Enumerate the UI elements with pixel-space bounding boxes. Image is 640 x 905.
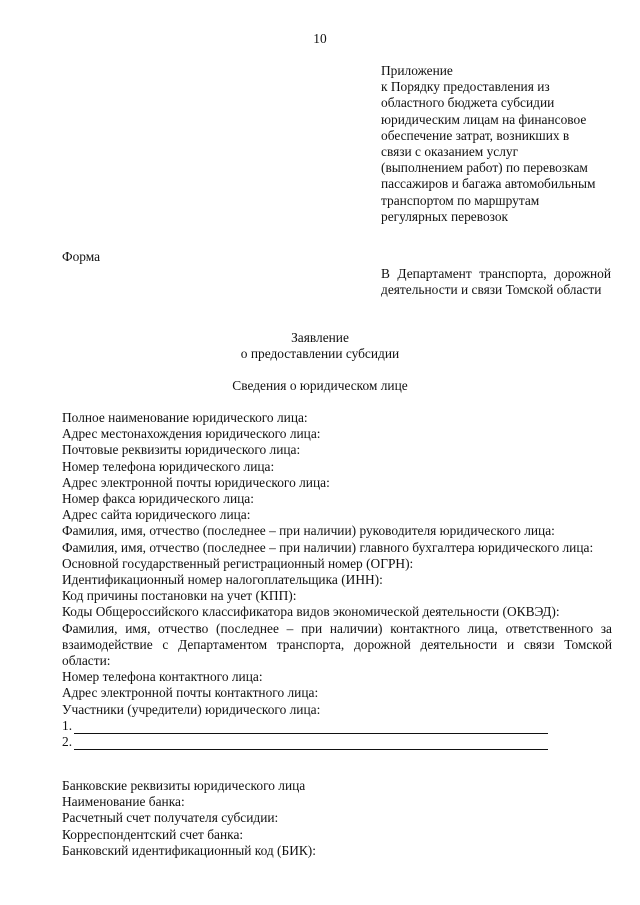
appendix-line: пассажиров и багажа автомобильным — [381, 176, 596, 192]
document-title: Заявление — [291, 330, 349, 345]
field-email: Адрес электронной почты юридического лица: — [62, 474, 330, 490]
appendix-line: связи с оказанием услуг — [381, 144, 519, 160]
field-chief-accountant-name: Фамилия, имя, отчество (последнее – при наличии) главного бухгалтера юридического лица: — [62, 539, 594, 555]
field-phone: Номер телефона юридического лица: — [62, 458, 275, 474]
bank-heading: Банковские реквизиты юридического лица — [62, 778, 306, 793]
field-ogrn: Основной государственный регистрационный номер (ОГРН): — [62, 555, 414, 571]
participant-number: 1. — [62, 717, 73, 733]
addressee-block: В Департамент транспорта, дорожной деятельности и связи Томской области — [381, 266, 611, 298]
field-settlement-account: Расчетный счет получателя субсидии: — [62, 810, 279, 826]
field-fax: Номер факса юридического лица: — [62, 491, 254, 507]
section-title-legal-entity: Сведения о юридическом лице — [232, 378, 408, 393]
field-inn: Идентификационный номер налогоплательщика (ИНН): — [62, 572, 383, 588]
appendix-line: транспортом по маршрутам — [381, 192, 540, 208]
field-okved: Коды Общероссийского классификатора видов экономической деятельности (ОКВЭД): — [62, 604, 560, 620]
appendix-line: к Порядку предоставления из — [381, 79, 550, 95]
field-contact-person-name: Фамилия, имя, отчество (последнее – при наличии) контактного лица, ответственного за взаимодействие с Департаментом транспорта, дорожной деятельности и связи Томской области: — [62, 620, 612, 669]
appendix-line: юридическим лицам на финансовое — [381, 111, 587, 127]
form-label: Форма — [62, 249, 101, 264]
appendix-line: (выполнением работ) по перевозкам — [381, 160, 588, 176]
page-number: 10 — [313, 31, 327, 46]
field-postal-details: Почтовые реквизиты юридического лица: — [62, 442, 301, 458]
appendix-line: Приложение — [381, 63, 453, 78]
field-director-name: Фамилия, имя, отчество (последнее – при наличии) руководителя юридического лица: — [62, 523, 555, 539]
appendix-line: регулярных перевозок — [381, 208, 509, 224]
fill-in-line — [74, 721, 548, 734]
field-contact-phone: Номер телефона контактного лица: — [62, 669, 263, 685]
field-bik: Банковский идентификационный код (БИК): — [62, 842, 316, 858]
participant-line-1 — [62, 718, 612, 734]
field-contact-email: Адрес электронной почты контактного лица: — [62, 685, 319, 701]
field-correspondent-account: Корреспондентский счет банка: — [62, 826, 244, 842]
field-participants: Участники (учредители) юридического лица: — [62, 701, 321, 717]
bank-details-block — [62, 778, 612, 859]
field-location-address: Адрес местонахождения юридического лица: — [62, 426, 321, 442]
participant-line-2 — [62, 734, 612, 750]
legal-entity-fields — [62, 410, 612, 750]
fill-in-line — [74, 737, 548, 750]
appendix-block — [381, 63, 611, 225]
field-full-name: Полное наименование юридического лица: — [62, 410, 308, 425]
appendix-line: обеспечение затрат, возникших в — [381, 127, 570, 143]
participant-number: 2. — [62, 734, 73, 750]
field-kpp: Код причины постановки на учет (КПП): — [62, 588, 297, 604]
document-subtitle: о предоставлении субсидии — [240, 346, 400, 361]
field-bank-name: Наименование банка: — [62, 794, 185, 810]
appendix-line: областного бюджета субсидии — [381, 95, 555, 111]
field-website: Адрес сайта юридического лица: — [62, 507, 251, 523]
